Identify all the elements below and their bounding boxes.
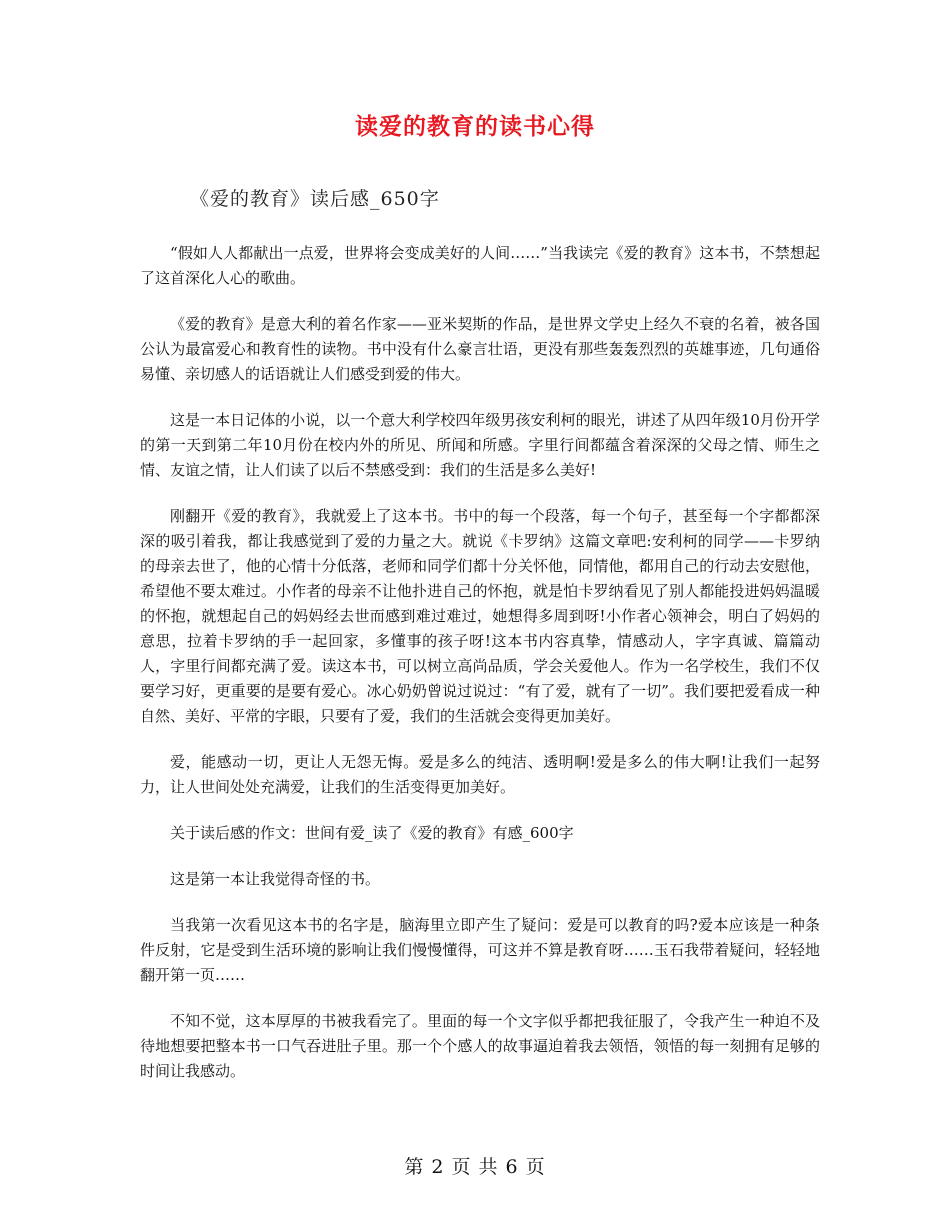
paragraph: 这是一本日记体的小说，以一个意大利学校四年级男孩安利柯的眼光，讲述了从四年级10月份开学的第一天到第二年10月份在校内外的所见、所闻和所感。字里行间都蕴含着深深的父母之情、师生之情、友谊之情，让人们读了以后不禁感受到：我们的生活是多么美好!: [140, 411, 820, 479]
paragraph: 刚翻开《爱的教育》，我就爱上了这本书。书中的每一个段落，每一个句子，甚至每一个字都都深深的吸引着我，都让我感觉到了爱的力量之大。就说《卡罗纳》这篇文章吧:安利柯的同学——卡罗纳的母亲去世了，他的心情十分低落，老师和同学们都十分关怀他，同情他，都用自己的行动去安慰他，希望他不要太难过。小作者的母亲不让他扑进自己的怀抱，就是怕卡罗纳看见了别人都能投进妈妈温暖的怀抱，就想起自己的妈妈经去世而感到难过难过，她想得多周到呀!小作者心领神会，明白了妈妈的意思，拉着卡罗纳的手一起回家，多懂事的孩子呀!这本书内容真挚，情感动人，字字真诚、篇篇动人，字里行间都充满了爱。读这本书，可以树立高尚品质，学会关爱他人。作为一名学校生，我们不仅要学习好，更重要的是要有爱心。冰心奶奶曾说过说过：“有了爱，就有了一切”。我们要把爱看成一种自然、美好、平常的字眼，只要有了爱，我们的生活就会变得更加美好。: [140, 507, 820, 725]
paragraph: 爱，能感动一切，更让人无怨无悔。爱是多么的纯洁、透明啊!爱是多么的伟大啊!让我们一起努力，让人世间处处充满爱，让我们的生活变得更加美好。: [140, 753, 820, 796]
paragraph: “假如人人都献出一点爱，世界将会变成美好的人间……”当我读完《爱的教育》这本书，不禁想起了这首深化人心的歌曲。: [140, 244, 820, 287]
paragraph: 这是第一本让我觉得奇怪的书。: [170, 870, 381, 888]
document-subtitle: 《爱的教育》读后感_650字: [190, 188, 440, 210]
page-number-footer: 第 2 页 共 6 页: [404, 1156, 546, 1178]
paragraph: 不知不觉，这本厚厚的书被我看完了。里面的每一个文字似乎都把我征服了，令我产生一种迫不及待地想要把整本书一口气吞进肚子里。那一个个感人的故事逼迫着我去领悟，领悟的每一刻拥有足够的时间让我感动。: [140, 1012, 820, 1080]
document-body: [140, 241, 820, 1105]
paragraph: 《爱的教育》是意大利的着名作家——亚米契斯的作品，是世界文学史上经久不衰的名着，被各国公认为最富爱心和教育性的读物。书中没有什么豪言壮语，更没有那些轰轰烈烈的英雄事迹，几句通俗易懂、亲切感人的话语就让人们感受到爱的伟大。: [140, 315, 820, 383]
paragraph: 当我第一次看见这本书的名字是，脑海里立即产生了疑问：爱是可以教育的吗?爱本应该是一种条件反射，它是受到生活环境的影响让我们慢慢懂得，可这并不算是教育呀……玉石我带着疑问，轻轻地翻开第一页……: [140, 916, 820, 984]
section-heading: 关于读后感的作文：世间有爱_读了《爱的教育》有感_600字: [170, 824, 574, 842]
document-title: 读爱的教育的读书心得: [355, 113, 595, 140]
